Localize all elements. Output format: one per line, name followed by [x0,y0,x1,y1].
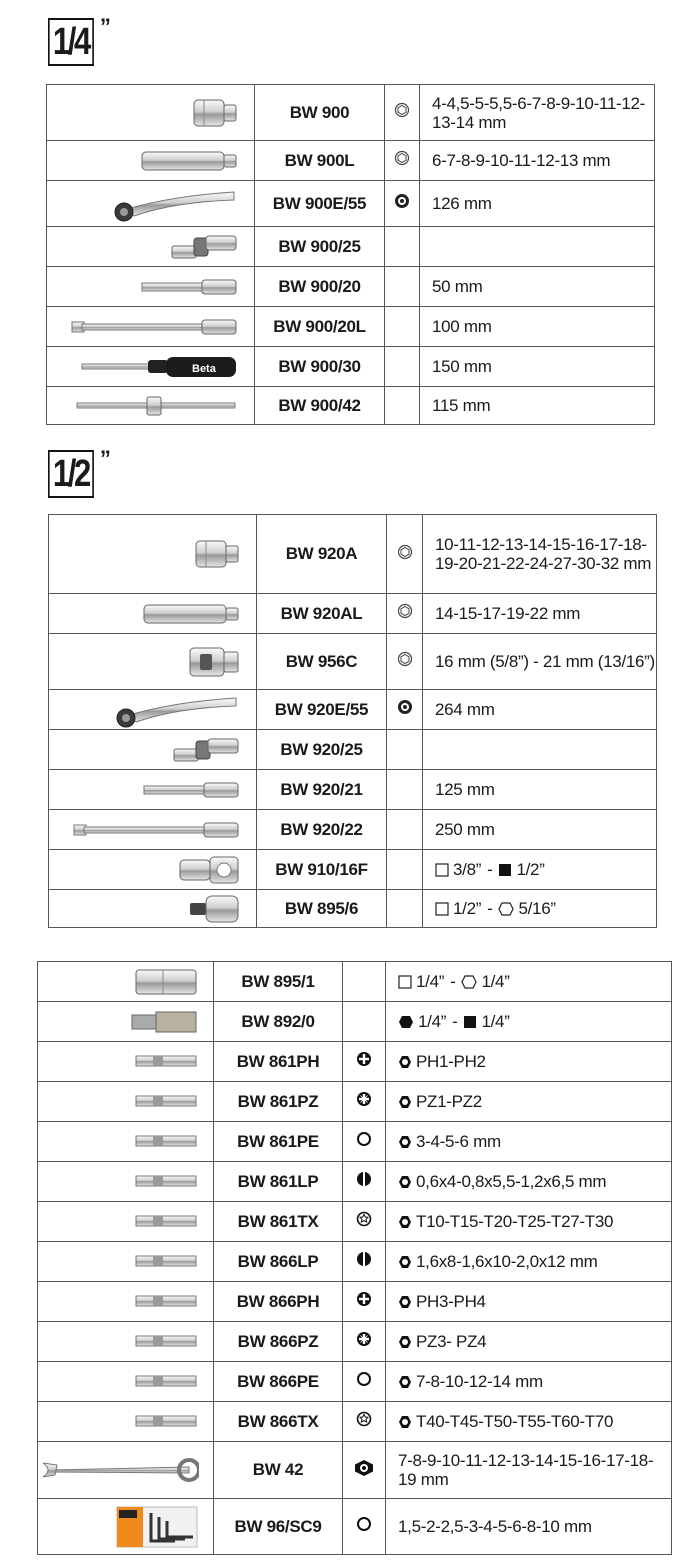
product-code: BW 892/0 [214,1002,343,1042]
product-code: BW 895/6 [257,890,387,928]
type-icon-cell [343,1042,386,1082]
bit-adaptor-picture [186,892,242,926]
product-code: BW 866PH [214,1282,343,1322]
size-description [386,1002,672,1042]
heading-quote-mark: ” [99,446,111,471]
table-row [47,181,655,227]
product-code: BW 900/30 [255,347,385,387]
table-row [38,1282,672,1322]
five-sixteenths-drive-badge-icon [398,1295,412,1309]
nut-wrench-icon [353,1459,375,1477]
size-text: 100 mm [432,317,492,336]
size-text: PH3-PH4 [416,1292,486,1311]
hex-key-icon [356,1516,372,1532]
type-icon-cell [387,850,423,890]
size-description [420,181,655,227]
product-image-cell [47,267,255,307]
product-code: BW 861PZ [214,1082,343,1122]
product-code: BW 920E/55 [257,690,387,730]
quarter-inch-drive-badge-icon [398,1175,412,1189]
table-row [49,594,657,634]
table-row [47,267,655,307]
table-row [49,770,657,810]
product-code: BW 866TX [214,1402,343,1442]
slotted-icon [356,1171,372,1187]
size-text: 150 mm [432,357,492,376]
table-row [49,515,657,594]
size-text: 7-8-10-12-14 mm [416,1372,543,1391]
product-image-cell [38,1362,214,1402]
square-outline-icon [398,975,412,989]
size-description [386,1122,672,1162]
quarter-inch-drive-badge-icon [398,1135,412,1149]
size-text: 4-4,5-5-5,5-6-7-8-9-10-11-12-13-14 mm [432,93,646,132]
size-text: 7-8-9-10-11-12-13-14-15-16-17-18-19 mm [398,1451,654,1489]
square-adaptor-picture [129,1009,199,1035]
square-outline-icon [435,902,449,916]
size-value: 1/4” [481,1012,510,1031]
type-icon-cell [343,1122,386,1162]
size-text: 126 mm [432,194,492,213]
type-icon-cell [343,1322,386,1362]
type-icon-cell [385,347,420,387]
product-code: BW 900L [255,141,385,181]
long-socket-picture [140,149,240,173]
type-icon-cell [343,1162,386,1202]
product-code: BW 861LP [214,1162,343,1202]
size-separator: - [450,972,456,991]
ratchet-picture [112,692,242,728]
ratchet-picture [110,186,240,222]
size-text: T40-T45-T50-T55-T60-T70 [416,1412,614,1431]
hex-socket-icon [397,651,413,667]
bits-table [37,961,672,1555]
socket-picture [190,95,240,131]
size-text: PZ3- PZ4 [416,1332,487,1351]
type-icon-cell [343,1362,386,1402]
table-row [49,850,657,890]
type-icon-cell [385,141,420,181]
product-code: BW 42 [214,1442,343,1499]
type-icon-cell [385,181,420,227]
square-filled-icon [463,1015,477,1029]
size-text: 1,5-2-2,5-3-4-5-6-8-10 mm [398,1517,592,1536]
size-text: 115 mm [432,396,491,415]
table-row [38,1082,672,1122]
half-inch-heading-text: 1/2 [52,453,89,495]
table-row [47,347,655,387]
five-sixteenths-drive-badge-icon [398,1375,412,1389]
bit-picture [133,1052,199,1070]
size-text: 16 mm (5/8”) - 21 mm (13/16”) [435,652,655,671]
product-code: BW 861PH [214,1042,343,1082]
size-text: 10-11-12-13-14-15-16-17-18-19-20-21-22-24-27-30-32 mm [435,535,652,573]
product-code: BW 900/25 [255,227,385,267]
size-description [386,1322,672,1362]
size-value: 1/4” [418,1012,447,1031]
hex-key-icon [356,1371,372,1387]
size-description [386,1442,672,1499]
size-text: 6-7-8-9-10-11-12-13 mm [432,151,611,170]
product-image-cell [38,1402,214,1442]
long-socket-picture [142,602,242,626]
bit-picture [133,1292,199,1310]
quarter-inch-table [46,84,655,425]
product-code: BW 920A [257,515,387,594]
size-description [386,962,672,1002]
product-image-cell [49,850,257,890]
table-row [47,387,655,425]
table-row [38,1362,672,1402]
size-description [386,1082,672,1122]
type-icon-cell [343,1499,386,1555]
table-row [38,1322,672,1362]
bit-picture [133,1252,199,1270]
type-icon-cell [387,810,423,850]
product-image-cell [47,347,255,387]
type-icon-cell [387,770,423,810]
size-description [423,730,657,770]
size-text: 3-4-5-6 mm [416,1132,501,1151]
size-description [386,1202,672,1242]
size-description [386,1402,672,1442]
hex-socket-icon [394,150,410,166]
product-image-cell [47,387,255,425]
product-image-cell [49,890,257,928]
size-description [420,227,655,267]
table-row [38,1162,672,1202]
size-description [423,515,657,594]
size-value: 1/2” [516,860,545,879]
table-row [49,890,657,928]
quarter-inch-drive-badge-icon [398,1095,412,1109]
product-image-cell [38,1442,214,1499]
square-filled-icon [498,863,512,877]
size-text: 1,6x8-1,6x10-2,0x12 mm [416,1252,598,1271]
size-value: 5/16” [518,899,556,918]
product-code: BW 900E/55 [255,181,385,227]
quarter-inch-drive-badge-icon [398,1055,412,1069]
product-code: BW 861TX [214,1202,343,1242]
product-image-cell [47,227,255,267]
size-value: 1/4” [481,972,510,991]
size-description [420,387,655,425]
size-separator: - [487,860,493,879]
size-description [386,1242,672,1282]
hexagon-filled-icon [398,1015,414,1029]
type-icon-cell [385,307,420,347]
size-description [420,347,655,387]
adaptor-picture [176,853,242,887]
type-icon-cell [387,634,423,690]
size-text: T10-T15-T20-T25-T27-T30 [416,1212,614,1231]
bit-picture [133,1092,199,1110]
size-description [423,634,657,690]
extension-picture [142,779,242,801]
product-code: BW 866PZ [214,1322,343,1362]
product-image-cell [49,690,257,730]
half-inch-table [48,514,657,928]
size-text: PH1-PH2 [416,1052,486,1071]
product-image-cell [38,1082,214,1122]
ratchet-teeth-icon [394,193,410,209]
bit-picture [133,1372,199,1390]
phillips-icon [356,1051,372,1067]
type-icon-cell [343,1402,386,1442]
table-row [49,810,657,850]
torx-icon [356,1211,372,1227]
size-description [423,690,657,730]
table-row [47,141,655,181]
table-row [49,730,657,770]
type-icon-cell [387,690,423,730]
product-code: BW 920/21 [257,770,387,810]
universal-joint-picture [172,735,242,765]
product-image-cell [38,1242,214,1282]
size-value: 1/4” [416,972,445,991]
size-description [423,850,657,890]
product-image-cell [38,1002,214,1042]
bit-picture [133,1212,199,1230]
bit-picture [133,1132,199,1150]
product-image-cell [47,307,255,347]
product-image-cell [38,1202,214,1242]
type-icon-cell [387,890,423,928]
product-image-cell [47,181,255,227]
size-text: 264 mm [435,700,495,719]
table-row [38,1122,672,1162]
pozidriv-icon [356,1331,372,1347]
bit-picture [133,1332,199,1350]
type-icon-cell [387,515,423,594]
bit-picture [133,1412,199,1430]
product-code: BW 866PE [214,1362,343,1402]
hex-key-icon [356,1131,372,1147]
size-text: 0,6x4-0,8x5,5-1,2x6,5 mm [416,1172,607,1191]
product-code: BW 861PE [214,1122,343,1162]
type-icon-cell [385,227,420,267]
size-description [386,1499,672,1555]
table-row [47,307,655,347]
quarter-inch-heading [48,14,111,66]
pozidriv-icon [356,1091,372,1107]
table-row [38,1499,672,1555]
size-description [423,594,657,634]
quarter-inch-heading-text: 1/4 [52,21,89,63]
long-extension-picture [70,316,240,338]
type-icon-cell [343,1242,386,1282]
type-icon-cell [343,962,386,1002]
size-value: 3/8” [453,860,482,879]
product-image-cell [49,594,257,634]
type-icon-cell [343,1002,386,1042]
universal-joint-picture [170,232,240,262]
product-code: BW 910/16F [257,850,387,890]
product-code: BW 96/SC9 [214,1499,343,1555]
table-row [47,85,655,141]
product-image-cell [38,1499,214,1555]
size-description [423,810,657,850]
size-separator: - [487,899,493,918]
size-description [386,1282,672,1322]
size-text: 250 mm [435,820,495,839]
table-row [49,634,657,690]
product-image-cell [49,515,257,594]
product-code: BW 956C [257,634,387,690]
product-code: BW 920/25 [257,730,387,770]
product-image-cell [49,810,257,850]
product-code: BW 866LP [214,1242,343,1282]
product-image-cell [38,962,214,1002]
table-row [49,690,657,730]
five-sixteenths-drive-badge-icon [398,1415,412,1429]
size-text: PZ1-PZ2 [416,1092,482,1111]
product-image-cell [38,1122,214,1162]
table-row [47,227,655,267]
hex-socket-icon [397,603,413,619]
product-code: BW 900/42 [255,387,385,425]
table-row [38,1202,672,1242]
product-code: BW 920/22 [257,810,387,850]
bit-holder-picture [133,967,199,997]
five-sixteenths-drive-badge-icon [398,1335,412,1349]
type-icon-cell [343,1442,386,1499]
t-bar-picture [75,393,240,419]
slotted-icon [356,1251,372,1267]
product-image-cell [49,770,257,810]
type-icon-cell [387,730,423,770]
torx-icon [356,1411,372,1427]
heading-quote-mark: ” [99,14,111,39]
hex-socket-icon [397,544,413,560]
table-row [38,962,672,1002]
hexagon-outline-icon [498,902,514,916]
type-icon-cell [343,1282,386,1322]
product-code: BW 900/20L [255,307,385,347]
svg-text:Beta: Beta [192,362,216,375]
product-image-cell [38,1162,214,1202]
product-image-cell [47,141,255,181]
table-row [38,1042,672,1082]
size-text: 50 mm [432,277,483,296]
product-image-cell [38,1322,214,1362]
size-description [420,141,655,181]
size-description [386,1042,672,1082]
type-icon-cell [385,85,420,141]
type-icon-cell [385,267,420,307]
combination-wrench-picture [39,1455,199,1485]
table-row [38,1242,672,1282]
size-description [423,890,657,928]
socket-picture [192,536,242,572]
type-icon-cell [387,594,423,634]
half-inch-heading [48,446,111,498]
product-code: BW 895/1 [214,962,343,1002]
size-description [420,307,655,347]
table-row [38,1442,672,1499]
hex-socket-icon [394,102,410,118]
size-description [386,1362,672,1402]
size-description [420,85,655,141]
type-icon-cell [343,1202,386,1242]
size-description [423,770,657,810]
product-image-cell [47,85,255,141]
hex-key-set-picture [115,1505,199,1549]
ratchet-teeth-icon [397,699,413,715]
size-text: 14-15-17-19-22 mm [435,604,581,623]
long-extension-picture [72,819,242,841]
type-icon-cell [385,387,420,425]
five-sixteenths-drive-badge-icon [398,1255,412,1269]
quarter-inch-drive-badge-icon [398,1215,412,1229]
table-row [38,1402,672,1442]
bit-picture [133,1172,199,1190]
product-image-cell [49,634,257,690]
type-icon-cell [343,1082,386,1122]
size-text: 125 mm [435,780,495,799]
product-code: BW 900 [255,85,385,141]
screwdriver-handle-picture [80,353,240,381]
product-image-cell [38,1042,214,1082]
size-value: 1/2” [453,899,482,918]
extension-picture [140,276,240,298]
size-separator: - [452,1012,458,1031]
product-image-cell [38,1282,214,1322]
hexagon-outline-icon [461,975,477,989]
spark-plug-socket-picture [186,642,242,682]
table-row [38,1002,672,1042]
size-description [420,267,655,307]
product-code: BW 900/20 [255,267,385,307]
product-image-cell [49,730,257,770]
size-description [386,1162,672,1202]
phillips-icon [356,1291,372,1307]
square-outline-icon [435,863,449,877]
product-code: BW 920AL [257,594,387,634]
